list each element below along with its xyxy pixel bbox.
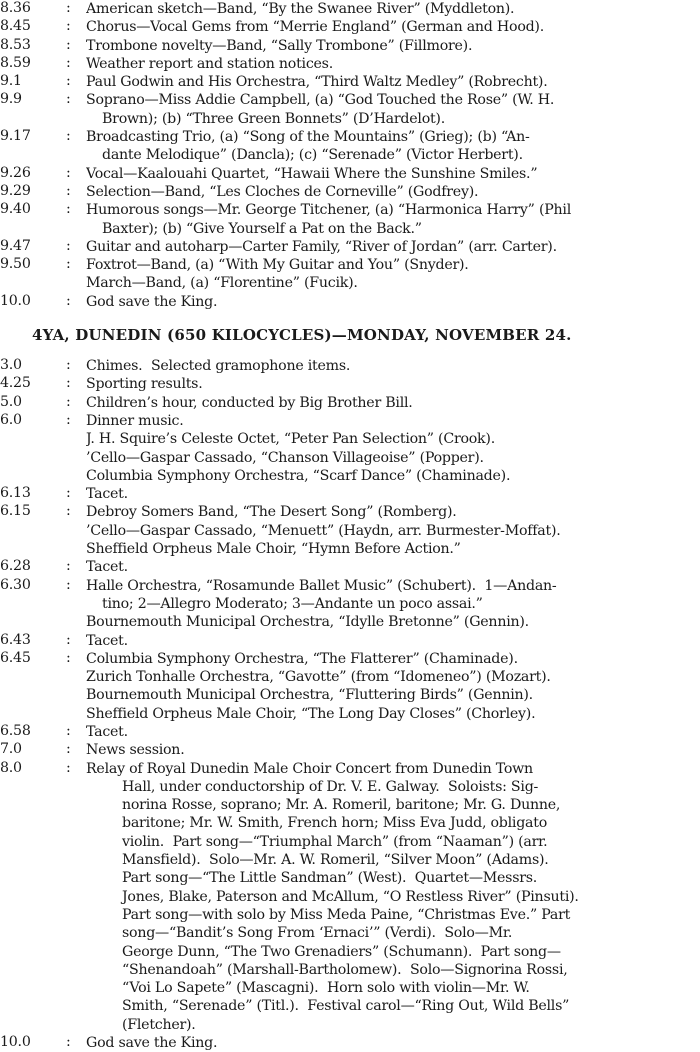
program-entry <box>0 632 700 650</box>
entry-text <box>86 485 700 503</box>
entry-line: Chorus—Vocal Gems from “Merrie England” (German and Hood). <box>86 19 544 36</box>
time-separator: : <box>66 201 71 218</box>
station-heading: 4YA, DUNEDIN (650 KILOCYCLES)—MONDAY, NOVEMBER 24. <box>32 326 572 345</box>
time-separator: : <box>66 576 71 593</box>
entry-time: 8.45 <box>0 18 31 35</box>
entry-line: Tacet. <box>86 559 128 576</box>
entry-line: Relay of Royal Dunedin Male Choir Concert from Dunedin Town <box>86 760 533 777</box>
entry-text <box>86 238 700 256</box>
entry-text <box>86 0 700 18</box>
program-entry <box>0 18 700 36</box>
entry-line: Sheffield Orpheus Male Choir, “The Long Day Closes” (Chorley). <box>86 705 536 722</box>
time-separator: : <box>66 73 71 90</box>
entry-text <box>86 577 700 632</box>
entry-line: Soprano—Miss Addie Campbell, (a) “God Touched the Rose” (W. H. <box>86 92 555 109</box>
time-separator: : <box>66 485 71 502</box>
entry-time: 9.50 <box>0 256 31 273</box>
entry-line: song—“Bandit’s Song From ‘Ernaci’” (Verdi). Solo—Mr. <box>122 925 513 942</box>
program-entry <box>0 1034 700 1052</box>
entry-line: Vocal—Kaalouahi Quartet, “Hawaii Where the Sunshine Smiles.” <box>86 165 538 182</box>
entry-time: 9.17 <box>0 128 31 145</box>
entry-line: Paul Godwin and His Orchestra, “Third Waltz Medley” (Robrecht). <box>86 74 548 91</box>
entry-text <box>86 741 700 759</box>
entry-time: 9.40 <box>0 201 31 218</box>
entry-time: 9.9 <box>0 91 22 108</box>
entry-line: Zurich Tonhalle Orchestra, “Gavotte” (from “Idomeneo”) (Mozart). <box>86 669 551 686</box>
entry-time: 6.58 <box>0 722 31 739</box>
time-separator: : <box>66 393 71 410</box>
entry-text <box>86 293 700 311</box>
time-separator: : <box>66 741 71 758</box>
entry-text <box>86 558 700 576</box>
entry-line: J. H. Squire’s Celeste Octet, “Peter Pan Selection” (Crook). <box>86 431 495 448</box>
entry-time: 8.53 <box>0 36 31 53</box>
entry-line: Brown); (b) “Three Green Bonnets” (D’Hardelot). <box>102 110 445 127</box>
entry-line: “Shenandoah” (Marshall-Bartholomew). Solo—Signorina Rossi, <box>122 961 568 978</box>
entry-line: George Dunn, “The Two Grenadiers” (Schumann). Part song— <box>122 943 561 960</box>
entry-line: Weather report and station notices. <box>86 55 333 72</box>
entry-time: 6.13 <box>0 485 31 502</box>
entry-line: Bournemouth Municipal Orchestra, “Idylle Bretonne” (Gennin). <box>86 614 529 631</box>
entry-line: Tacet. <box>86 486 128 503</box>
time-separator: : <box>66 1034 71 1051</box>
entry-line: Broadcasting Trio, (a) “Song of the Mountains” (Grieg); (b) “An- <box>86 129 530 146</box>
time-separator: : <box>66 36 71 53</box>
entry-line: (Fletcher). <box>122 1016 196 1033</box>
entry-time: 6.43 <box>0 631 31 648</box>
time-separator: : <box>66 164 71 181</box>
entry-line: tino; 2—Allegro Moderato; 3—Andante un poco assai.” <box>102 595 483 612</box>
entry-line: Tacet. <box>86 632 128 649</box>
entry-text <box>86 55 700 73</box>
entry-time: 7.0 <box>0 741 22 758</box>
entry-line: Debroy Somers Band, “The Desert Song” (Romberg). <box>86 504 457 521</box>
time-separator: : <box>66 128 71 145</box>
entry-text <box>86 723 700 741</box>
time-separator: : <box>66 18 71 35</box>
entry-time: 8.36 <box>0 0 31 16</box>
program-entry <box>0 256 700 293</box>
program-entry <box>0 485 700 503</box>
time-separator: : <box>66 759 71 776</box>
entry-text <box>86 412 700 485</box>
entry-line: ’Cello—Gaspar Cassado, “Chanson Villageoise” (Popper). <box>86 449 484 466</box>
entry-time: 9.29 <box>0 182 31 199</box>
program-entry <box>0 37 700 55</box>
entry-line: Columbia Symphony Orchestra, “Scarf Dance” (Chaminade). <box>86 467 511 484</box>
program-entry <box>0 357 700 375</box>
entry-text <box>86 650 700 723</box>
entry-time: 9.26 <box>0 164 31 181</box>
entry-text <box>86 1034 700 1052</box>
entry-text <box>86 375 700 393</box>
entry-time: 6.28 <box>0 558 31 575</box>
entry-text <box>86 632 700 650</box>
entry-text <box>86 183 700 201</box>
entry-line: God save the King. <box>86 293 218 310</box>
time-separator: : <box>66 256 71 273</box>
entry-time: 10.0 <box>0 292 31 309</box>
entry-line: Chimes. Selected gramophone items. <box>86 358 351 375</box>
entry-text <box>86 201 700 238</box>
program-entry <box>0 128 700 165</box>
time-separator: : <box>66 292 71 309</box>
program-entry <box>0 375 700 393</box>
time-separator: : <box>66 503 71 520</box>
entry-text <box>86 760 700 1034</box>
entry-line: dante Melodique” (Dancla); (c) “Serenade” (Victor Herbert). <box>102 147 523 164</box>
program-entry <box>0 650 700 723</box>
entry-line: ’Cello—Gaspar Cassado, “Menuett” (Haydn, arr. Burmester-Moffat). <box>86 522 561 539</box>
program-entry <box>0 183 700 201</box>
entry-line: Part song—“The Little Sandman” (West). Quartet—Messrs. <box>122 870 538 887</box>
entry-line: American sketch—Band, “By the Swanee River” (Myddleton). <box>86 1 515 17</box>
entry-time: 8.0 <box>0 759 22 776</box>
entry-time: 6.30 <box>0 576 31 593</box>
entry-text <box>86 91 700 128</box>
entry-line: Hall, under conductorship of Dr. V. E. Galway. Soloists: Sig- <box>122 778 539 795</box>
entry-text <box>86 357 700 375</box>
entry-line: Foxtrot—Band, (a) “With My Guitar and You” (Snyder). <box>86 257 469 274</box>
entry-line: Smith, “Serenade” (Titl.). Festival carol—“Ring Out, Wild Bells” <box>122 998 570 1015</box>
entry-text <box>86 37 700 55</box>
program-entry <box>0 91 700 128</box>
program-entry <box>0 293 700 311</box>
entry-text <box>86 128 700 165</box>
entry-line: March—Band, (a) “Florentine” (Fucik). <box>86 275 358 292</box>
entry-text <box>86 18 700 36</box>
time-separator: : <box>66 237 71 254</box>
entry-line: Children’s hour, conducted by Big Brother Bill. <box>86 394 413 411</box>
entry-line: Humorous songs—Mr. George Titchener, (a) “Harmonica Harry” (Phil <box>86 202 571 219</box>
program-entry <box>0 741 700 759</box>
entry-line: “Voi Lo Sapete” (Mascagni). Horn solo with violin—Mr. W. <box>122 980 530 997</box>
entry-line: Tacet. <box>86 723 128 740</box>
time-separator: : <box>66 0 71 16</box>
entry-text <box>86 73 700 91</box>
program-entry <box>0 503 700 558</box>
entry-line: God save the King. <box>86 1035 218 1052</box>
entry-line: norina Rosse, soprano; Mr. A. Romeril, baritone; Mr. G. Dunne, <box>122 797 561 814</box>
program-entry <box>0 760 700 1034</box>
time-separator: : <box>66 91 71 108</box>
program-entry <box>0 0 700 18</box>
entry-time: 9.1 <box>0 73 22 90</box>
time-separator: : <box>66 357 71 374</box>
program-entry <box>0 577 700 632</box>
entry-time: 3.0 <box>0 357 22 374</box>
entry-line: Mansfield). Solo—Mr. A. W. Romeril, “Silver Moon” (Adams). <box>122 852 549 869</box>
entry-line: Selection—Band, “Les Cloches de Corneville” (Godfrey). <box>86 183 479 200</box>
time-separator: : <box>66 375 71 392</box>
time-separator: : <box>66 631 71 648</box>
time-separator: : <box>66 411 71 428</box>
entry-line: Sheffield Orpheus Male Choir, “Hymn Before Action.” <box>86 541 461 558</box>
time-separator: : <box>66 182 71 199</box>
entry-time: 10.0 <box>0 1034 31 1051</box>
program-entry <box>0 73 700 91</box>
entry-time: 6.45 <box>0 649 31 666</box>
entry-text <box>86 256 700 293</box>
time-separator: : <box>66 54 71 71</box>
entry-text <box>86 394 700 412</box>
entry-line: Part song—with solo by Miss Meda Paine, “Christmas Eve.” Part <box>122 906 571 923</box>
entry-time: 9.47 <box>0 237 31 254</box>
entry-time: 6.15 <box>0 503 31 520</box>
entry-time: 8.59 <box>0 54 31 71</box>
time-separator: : <box>66 649 71 666</box>
entry-line: Jones, Blake, Paterson and McAllum, “O Restless River” (Pinsuti). <box>122 888 579 905</box>
entry-line: violin. Part song—“Triumphal March” (from “Naaman”) (arr. <box>122 833 548 850</box>
program-entry <box>0 201 700 238</box>
entry-time: 6.0 <box>0 411 22 428</box>
entry-line: News session. <box>86 742 185 759</box>
program-entry <box>0 412 700 485</box>
entry-line: Trombone novelty—Band, “Sally Trombone” (Fillmore). <box>86 37 473 54</box>
program-listing-first <box>0 0 700 311</box>
program-entry <box>0 238 700 256</box>
entry-line: baritone; Mr. W. Smith, French horn; Miss Eva Judd, obligato <box>122 815 547 832</box>
entry-line: Bournemouth Municipal Orchestra, “Fluttering Birds” (Gennin). <box>86 687 533 704</box>
entry-time: 4.25 <box>0 375 31 392</box>
time-separator: : <box>66 722 71 739</box>
entry-text <box>86 165 700 183</box>
entry-time: 5.0 <box>0 393 22 410</box>
program-entry <box>0 394 700 412</box>
entry-line: Columbia Symphony Orchestra, “The Flatterer” (Chaminade). <box>86 650 518 667</box>
program-entry <box>0 165 700 183</box>
time-separator: : <box>66 558 71 575</box>
program-entry <box>0 558 700 576</box>
entry-text <box>86 503 700 558</box>
entry-line: Baxter); (b) “Give Yourself a Pat on the Back.” <box>102 220 422 237</box>
entry-line: Sporting results. <box>86 376 203 393</box>
entry-line: Dinner music. <box>86 412 184 429</box>
program-entry <box>0 55 700 73</box>
entry-line: Guitar and autoharp—Carter Family, “River of Jordan” (arr. Carter). <box>86 238 557 255</box>
program-listing-dunedin <box>0 357 700 1052</box>
program-entry <box>0 723 700 741</box>
entry-line: Halle Orchestra, “Rosamunde Ballet Music” (Schubert). 1—Andan- <box>86 577 557 594</box>
